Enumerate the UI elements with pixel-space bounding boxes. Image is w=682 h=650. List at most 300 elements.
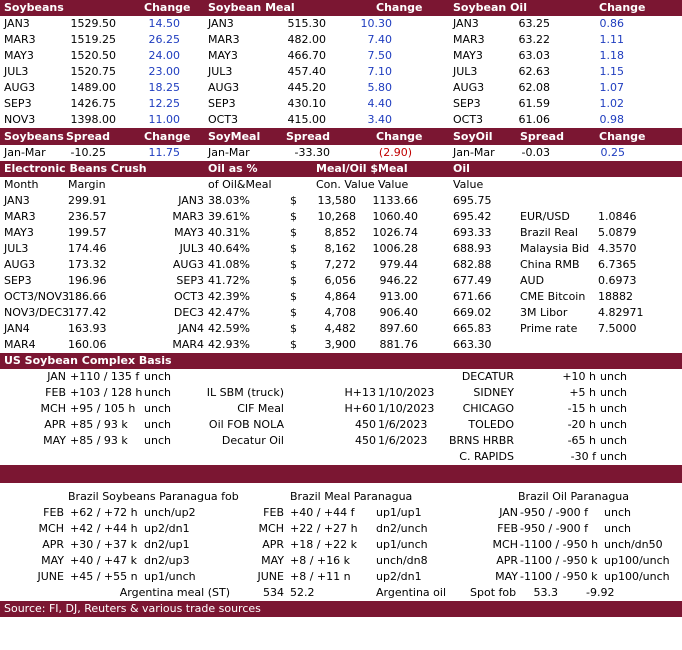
futures-header-label: Change [144,1,191,14]
argentina-cell: 52.2 [290,586,315,599]
crush-cell: $ [290,210,297,223]
basis-change: unch [144,434,171,447]
spreads-header-label: SoyOil [453,130,493,143]
crush-cell: 8,162 [324,242,356,255]
futures-cell: MAY3 [453,49,483,62]
basis-change: unch [144,370,171,383]
basis-product: Oil FOB NOLA [208,418,284,431]
argentina-cell: 53.3 [533,586,558,599]
futures-row [0,32,682,48]
crush-cell: 3,900 [324,338,356,351]
crush-cell: $ [290,242,297,255]
spreads-cell: -33.30 [294,146,330,159]
basis-value: +85 / 93 k [70,418,128,431]
source-footer [0,601,682,617]
brazil-cell: dn2/unch [376,522,428,535]
crush-cell: 4,708 [324,306,356,319]
brazil-cell: MAY [261,554,284,567]
futures-row [0,112,682,128]
crush-cell: 174.46 [68,242,107,255]
brazil-cell: MCH [38,522,64,535]
crush-row [0,273,682,289]
brazil-cell: -950 / -900 f [520,522,588,535]
crush-cell: $ [290,306,297,319]
basis-month: MAY [43,434,66,447]
futures-cell: 415.00 [287,113,326,126]
brazil-row [0,569,682,585]
crush-cell: 42.47% [208,306,250,319]
brazil-cell: +62 / +72 h [70,506,138,519]
futures-cell: 5.80 [367,81,392,94]
futures-cell: 1489.00 [70,81,116,94]
basis-product: Decatur Oil [221,434,284,447]
spreads-header-label: Change [599,130,646,143]
crush-cell: 40.31% [208,226,250,239]
brazil-cell: MCH [258,522,284,535]
futures-cell: 466.70 [287,49,326,62]
crush-cell: 41.72% [208,274,250,287]
basis-title: US Soybean Complex Basis [4,354,172,367]
basis-header [0,353,682,369]
crush-cell: $ [290,274,297,287]
spreads-header-label: Spread [520,130,564,143]
crush-subheader [0,177,682,193]
basis-row [0,385,682,401]
spreads-cell: Jan-Mar [453,146,495,159]
crush-cell: 10,268 [317,210,356,223]
futures-cell: 482.00 [287,33,326,46]
futures-cell: 0.98 [599,113,624,126]
brazil-cell: MAY [41,554,64,567]
crush-subheader-label: Con. Value [316,178,375,191]
crush-cell: 946.22 [379,274,418,287]
crush-header-label: Meal/Oil $ [316,162,378,175]
crush-cell: 42.39% [208,290,250,303]
futures-cell: MAR3 [208,33,240,46]
brazil-cell: -950 / -900 f [520,506,588,519]
basis-month: APR [44,418,66,431]
crush-cell: 695.42 [453,210,492,223]
brazil-cell: +40 / +47 k [70,554,137,567]
crush-cell: $ [290,226,297,239]
basis-location-change: unch [600,434,627,447]
crush-cell: JAN3 [178,194,204,207]
spreads-cell: -0.03 [521,146,550,159]
brazil-cell: JUNE [257,570,284,583]
crush-cell: 199.57 [68,226,107,239]
basis-location: DECATUR [461,370,514,383]
crush-cell: CME Bitcoin [520,290,586,303]
crush-cell: MAR3 [172,210,204,223]
futures-cell: 1.15 [599,65,624,78]
crush-cell: $ [290,322,297,335]
futures-row [0,48,682,64]
brazil-cell: up100/unch [604,554,670,567]
brazil-row [0,505,682,521]
futures-cell: 63.03 [518,49,550,62]
crush-cell: 38.03% [208,194,250,207]
futures-cell: 3.40 [367,113,392,126]
crush-cell: 3M Libor [520,306,568,319]
crush-cell: 693.33 [453,226,492,239]
futures-row [0,64,682,80]
basis-product: CIF Meal [237,402,284,415]
futures-cell: JUL3 [453,65,478,78]
basis-date: 1/6/2023 [378,434,428,447]
basis-value: +103 / 128 h [70,386,143,399]
basis-product: IL SBM (truck) [206,386,284,399]
crush-header-label: Oil [453,162,470,175]
futures-cell: SEP3 [453,97,481,110]
spreads-cell: 11.75 [148,146,180,159]
futures-cell: 61.59 [518,97,550,110]
crush-cell: 40.64% [208,242,250,255]
basis-change: unch [144,418,171,431]
crush-cell: 0.6973 [598,274,637,287]
spreads-header-label: Soybeans [4,130,64,143]
crush-cell: 173.32 [68,258,107,271]
crush-cell: MAY3 [4,226,34,239]
brazil-cell: unch/up2 [144,506,196,519]
brazil-cell: FEB [263,506,284,519]
basis-month: JAN [47,370,66,383]
crush-cell: $ [290,194,297,207]
crush-cell: SEP3 [176,274,204,287]
brazil-cell: -1100 / -950 k [520,554,598,567]
crush-cell: JAN3 [4,194,30,207]
basis-change: unch [144,386,171,399]
crush-cell: 7,272 [324,258,356,271]
basis-product-value: 450 [355,434,376,447]
basis-location-change: unch [600,450,627,463]
basis-date: 1/6/2023 [378,418,428,431]
futures-cell: 430.10 [287,97,326,110]
basis-location-value: -20 h [567,418,596,431]
basis-location-value: +5 h [569,386,596,399]
crush-cell: 897.60 [379,322,418,335]
futures-cell: 1426.75 [70,97,116,110]
crush-cell: OCT3 [173,290,204,303]
argentina-cell: 534 [263,586,284,599]
crush-cell: 18882 [598,290,633,303]
crush-cell: 906.40 [379,306,418,319]
brazil-row [0,553,682,569]
futures-cell: JAN3 [208,17,234,30]
basis-location: CHICAGO [462,402,514,415]
crush-cell: 39.61% [208,210,250,223]
brazil-cell: -1100 / -950 h [520,538,599,551]
crush-header [0,161,682,177]
futures-cell: 7.40 [367,33,392,46]
futures-cell: MAY3 [208,49,238,62]
spreads-header-label: Change [144,130,191,143]
crush-cell: AUG3 [172,258,204,271]
crush-row [0,241,682,257]
crush-cell: 682.88 [453,258,492,271]
crush-cell: MAY3 [174,226,204,239]
brazil-row [0,521,682,537]
brazil-title: Brazil Soybeans Paranagua fob [68,490,239,503]
futures-row [0,96,682,112]
basis-location: SIDNEY [473,386,514,399]
futures-cell: 445.20 [287,81,326,94]
crush-cell: 42.93% [208,338,250,351]
futures-cell: 11.00 [148,113,180,126]
spreads-row [0,145,682,161]
crush-cell: AUG3 [4,258,36,271]
futures-cell: 18.25 [148,81,180,94]
crush-cell: 1006.28 [372,242,418,255]
crush-cell: 7.5000 [598,322,637,335]
basis-change: unch [144,402,171,415]
argentina-cell: Spot fob [470,586,517,599]
crush-cell: MAR4 [4,338,36,351]
brazil-titles [0,489,682,505]
futures-header-label: Change [376,1,423,14]
basis-location-value: -30 f [570,450,596,463]
futures-header-label: Soybeans [4,1,64,14]
spreads-cell: Jan-Mar [4,146,46,159]
crush-cell: 695.75 [453,194,492,207]
source-text: Source: FI, DJ, Reuters & various trade sources [4,602,261,615]
crush-cell: $ [290,290,297,303]
crush-row [0,337,682,353]
brazil-cell: MAY [495,570,518,583]
brazil-cell: JUNE [37,570,64,583]
crush-cell: 913.00 [379,290,418,303]
basis-location-change: unch [600,402,627,415]
spreads-header-label: Change [376,130,423,143]
futures-cell: 24.00 [148,49,180,62]
crush-cell: 299.91 [68,194,107,207]
futures-cell: 63.22 [518,33,550,46]
basis-location-change: unch [600,418,627,431]
brazil-cell: +8 / +11 n [290,570,351,583]
crush-cell: 881.76 [379,338,418,351]
basis-value: +110 / 135 f [70,370,140,383]
crush-row [0,289,682,305]
crush-cell: 688.93 [453,242,492,255]
futures-cell: 515.30 [287,17,326,30]
argentina-cell: -9.92 [586,586,615,599]
futures-row [0,80,682,96]
crush-cell: 6,056 [324,274,356,287]
brazil-cell: dn2/up3 [144,554,190,567]
futures-cell: 1398.00 [70,113,116,126]
crush-cell: $ [290,258,297,271]
brazil-cell: dn2/up1 [144,538,190,551]
crush-cell: 671.66 [453,290,492,303]
crush-cell: 4.82971 [598,306,644,319]
crush-cell: China RMB [520,258,580,271]
crush-cell: 236.57 [68,210,107,223]
basis-location-value: -15 h [567,402,596,415]
futures-cell: NOV3 [4,113,36,126]
crush-cell: 41.08% [208,258,250,271]
spreads-header-label: Spread [286,130,330,143]
brazil-cell: JAN [499,506,518,519]
futures-cell: 1520.50 [70,49,116,62]
spreads-cell: 0.25 [600,146,625,159]
futures-cell: 26.25 [148,33,180,46]
brazil-title: Brazil Meal Paranagua [290,490,413,503]
argentina-cell: Argentina oil [376,586,446,599]
crush-row [0,305,682,321]
spreads-header-label: Spread [66,130,110,143]
crush-cell: 677.49 [453,274,492,287]
brazil-cell: up1/unch [376,538,428,551]
crush-cell: JUL3 [4,242,29,255]
crush-cell: AUD [520,274,545,287]
basis-row [0,369,682,385]
argentina-row [0,585,682,601]
futures-header-label: Change [599,1,646,14]
futures-cell: 1.18 [599,49,624,62]
crush-cell: JAN4 [4,322,30,335]
futures-cell: SEP3 [208,97,236,110]
futures-cell: 1.02 [599,97,624,110]
basis-location-change: unch [600,386,627,399]
basis-location-change: unch [600,370,627,383]
brazil-cell: APR [42,538,64,551]
crush-subheader-label: of Oil&Meal [208,178,272,191]
crush-cell: NOV3/DEC3 [4,306,70,319]
basis-location-value: -65 h [567,434,596,447]
basis-product-value: 450 [355,418,376,431]
spreads-header [0,129,682,145]
basis-location: C. RAPIDS [459,450,514,463]
brazil-title: Brazil Oil Paranagua [518,490,630,503]
basis-month: FEB [45,386,66,399]
crush-cell: EUR/USD [520,210,570,223]
futures-cell: 1529.50 [70,17,116,30]
crush-row [0,321,682,337]
brazil-cell: +42 / +44 h [70,522,138,535]
basis-row [0,449,682,465]
brazil-cell: +18 / +22 k [290,538,357,551]
futures-cell: OCT3 [208,113,239,126]
futures-cell: 1520.75 [70,65,116,78]
basis-month: MCH [40,402,66,415]
spreads-header-label: SoyMeal [208,130,261,143]
crush-cell: 1.0846 [598,210,637,223]
basis-location-value: +10 h [562,370,596,383]
crush-cell: Malaysia Bid [520,242,590,255]
argentina-cell: Argentina meal (ST) [119,586,230,599]
crush-cell: JAN4 [178,322,204,335]
brazil-cell: up1/up1 [376,506,422,519]
brazil-cell: unch/dn8 [376,554,428,567]
brazil-cell: APR [262,538,284,551]
crush-cell: 42.59% [208,322,250,335]
crush-cell: 663.30 [453,338,492,351]
futures-cell: 23.00 [148,65,180,78]
crush-cell: Prime rate [520,322,578,335]
crush-cell: $ [290,338,297,351]
brazil-cell: +30 / +37 k [70,538,137,551]
futures-cell: 10.30 [360,17,392,30]
brazil-cell: FEB [497,522,518,535]
crush-cell: MAR4 [172,338,204,351]
brazil-cell: APR [496,554,518,567]
brazil-cell: up1/unch [144,570,196,583]
crush-cell: JUL3 [179,242,204,255]
crush-cell: 669.02 [453,306,492,319]
crush-cell: 1026.74 [372,226,418,239]
spreads-cell: (2.90) [378,146,412,159]
crush-cell: 160.06 [68,338,107,351]
basis-product-value: H+13 [344,386,376,399]
futures-cell: 7.50 [367,49,392,62]
brazil-cell: +45 / +55 n [70,570,138,583]
crush-cell: 1060.40 [372,210,418,223]
futures-cell: 1.07 [599,81,624,94]
crush-header-label: Meal [378,162,408,175]
crush-header-label: Electronic Beans Crush [4,162,147,175]
basis-row [0,401,682,417]
crush-subheader-label: Margin [68,178,106,191]
crush-cell: 5.0879 [598,226,637,239]
basis-value: +85 / 93 k [70,434,128,447]
futures-cell: 4.40 [367,97,392,110]
futures-cell: MAR3 [453,33,485,46]
basis-location: TOLEDO [468,418,514,431]
futures-cell: 14.50 [148,17,180,30]
crush-cell: SEP3 [4,274,32,287]
crush-cell: 196.96 [68,274,107,287]
crush-header-label: Oil as % [208,162,258,175]
futures-cell: 1.11 [599,33,624,46]
futures-cell: 7.10 [367,65,392,78]
crush-subheader-label: Month [4,178,39,191]
basis-date: 1/10/2023 [378,402,435,415]
futures-cell: 61.06 [518,113,550,126]
futures-cell: 62.63 [518,65,550,78]
futures-cell: JUL3 [208,65,233,78]
crush-cell: 177.42 [68,306,107,319]
futures-cell: SEP3 [4,97,32,110]
brazil-cell: FEB [43,506,64,519]
futures-cell: MAR3 [4,33,36,46]
futures-cell: 1519.25 [70,33,116,46]
crush-cell: 8,852 [324,226,356,239]
crush-cell: Brazil Real [520,226,578,239]
futures-cell: 457.40 [287,65,326,78]
crush-cell: 4.3570 [598,242,637,255]
futures-cell: OCT3 [453,113,484,126]
brazil-cell: +8 / +16 k [290,554,350,567]
brazil-cell: +40 / +44 f [290,506,355,519]
futures-cell: 63.25 [518,17,550,30]
futures-row [0,16,682,32]
brazil-cell: up2/dn1 [376,570,422,583]
futures-cell: AUG3 [208,81,240,94]
futures-cell: AUG3 [453,81,485,94]
crush-cell: 163.93 [68,322,107,335]
brazil-cell: -1100 / -950 k [520,570,598,583]
basis-location: BRNS HRBR [448,434,514,447]
futures-cell: JAN3 [4,17,30,30]
section-band [0,465,682,483]
brazil-cell: unch [604,522,631,535]
spreads-cell: -10.25 [70,146,106,159]
basis-row [0,417,682,433]
basis-product-value: H+60 [344,402,376,415]
futures-cell: AUG3 [4,81,36,94]
crush-cell: 4,864 [324,290,356,303]
brazil-cell: +22 / +27 h [290,522,358,535]
crush-cell: 13,580 [317,194,356,207]
